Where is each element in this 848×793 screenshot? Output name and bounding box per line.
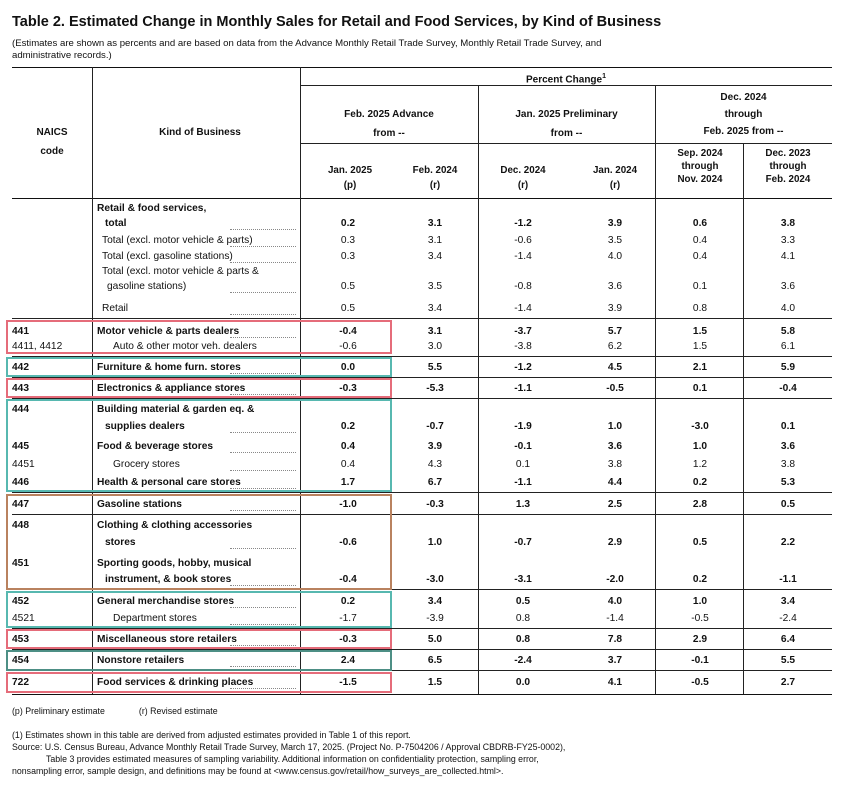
header-col-jan-2024: Jan. 2024 (r) <box>592 165 638 191</box>
kind-of-business: Department stores <box>113 613 197 624</box>
dot-leader <box>230 229 296 230</box>
value-cell: 2.2 <box>780 537 796 548</box>
value-cell: 3.7 <box>607 655 623 666</box>
value-cell: 2.4 <box>340 655 356 666</box>
header-group-dec-2024: Dec. 2024 through Feb. 2025 from -- <box>703 92 784 137</box>
value-cell: 2.8 <box>692 499 708 510</box>
value-cell: 4.0 <box>607 251 623 262</box>
value-cell: -3.8 <box>514 341 532 352</box>
value-cell: -1.4 <box>514 303 532 314</box>
footnote-definitions: nonsampling error, sample design, and definitions may be found at <www.census.gov/retail/how_surveys_are_collected.html>. <box>12 766 504 776</box>
value-cell: -5.3 <box>426 383 444 394</box>
naics-code: 4521 <box>12 613 35 624</box>
value-cell: 4.4 <box>607 477 623 488</box>
value-cell: 3.6 <box>607 441 623 452</box>
kind-of-business: Clothing & clothing accessories <box>97 520 253 531</box>
value-cell: -1.1 <box>779 574 797 585</box>
row-rule <box>12 670 832 671</box>
kind-of-business: Total (excl. gasoline stations) <box>102 251 233 262</box>
value-cell: 0.0 <box>340 362 356 373</box>
row-rule <box>12 589 832 590</box>
value-cell: 3.8 <box>780 459 796 470</box>
value-cell: 5.3 <box>780 477 796 488</box>
kind-of-business: Retail <box>102 303 129 314</box>
group2-divider <box>655 85 656 694</box>
value-cell: -2.4 <box>779 613 797 624</box>
value-cell: -0.5 <box>691 677 709 688</box>
value-cell: 0.5 <box>780 499 796 510</box>
value-cell: -0.4 <box>779 383 797 394</box>
value-cell: 4.5 <box>607 362 623 373</box>
header-col-feb-2024: Feb. 2024 (r) <box>412 165 458 191</box>
value-cell: 3.9 <box>607 218 623 229</box>
kind-of-business-continued: gasoline stations) <box>107 281 187 292</box>
naics-code: 722 <box>12 677 29 688</box>
value-cell: -2.0 <box>606 574 624 585</box>
kind-of-business: Miscellaneous store retailers <box>97 634 237 645</box>
header-group-feb-2025: Feb. 2025 Advance from -- <box>344 109 434 139</box>
value-cell: 3.9 <box>607 303 623 314</box>
value-cell: -1.2 <box>514 218 532 229</box>
value-cell: 5.8 <box>780 326 796 337</box>
value-cell: -0.6 <box>514 235 532 246</box>
value-cell: 0.2 <box>340 421 356 432</box>
value-cell: 3.0 <box>427 341 443 352</box>
value-cell: 1.0 <box>692 441 708 452</box>
value-cell: -0.8 <box>514 281 532 292</box>
footnote-variability: Table 3 provides estimated measures of sampling variability. Additional information on confidentiality protection, sampling error, <box>46 754 539 764</box>
value-cell: 3.8 <box>780 218 796 229</box>
value-cell: 0.2 <box>692 574 708 585</box>
value-cell: 2.5 <box>607 499 623 510</box>
value-cell: -1.7 <box>339 613 357 624</box>
dot-leader <box>230 548 296 549</box>
value-cell: -0.1 <box>691 655 709 666</box>
row-rule <box>12 318 832 319</box>
naics-code: 448 <box>12 520 29 531</box>
value-cell: 3.4 <box>427 303 443 314</box>
kind-of-business-continued: total <box>105 218 127 229</box>
naics-divider <box>92 67 93 694</box>
dot-leader <box>230 292 296 293</box>
value-cell: -1.1 <box>514 477 532 488</box>
value-cell: 6.2 <box>607 341 623 352</box>
value-cell: 3.1 <box>427 235 443 246</box>
value-cell: 0.3 <box>340 251 356 262</box>
value-cell: 4.1 <box>780 251 796 262</box>
kind-of-business: Total (excl. motor vehicle & parts) <box>102 235 253 246</box>
value-cell: -0.3 <box>339 383 357 394</box>
value-cell: -3.7 <box>514 326 532 337</box>
value-cell: 3.8 <box>607 459 623 470</box>
value-cell: 0.8 <box>515 613 531 624</box>
dot-leader <box>230 262 296 263</box>
dot-leader <box>230 624 296 625</box>
header-naics: NAICS code <box>36 127 68 157</box>
row-rule <box>12 514 832 515</box>
naics-code: 442 <box>12 362 29 373</box>
value-cell: 1.5 <box>692 326 708 337</box>
value-cell: 0.3 <box>340 235 356 246</box>
value-cell: 3.1 <box>427 326 443 337</box>
value-cell: -3.9 <box>426 613 444 624</box>
dot-leader <box>230 394 296 395</box>
value-cell: 6.7 <box>427 477 443 488</box>
naics-code: 451 <box>12 558 29 569</box>
value-cell: 5.5 <box>780 655 796 666</box>
naics-code: 447 <box>12 499 29 510</box>
value-cell: -1.4 <box>514 251 532 262</box>
value-cell: -0.6 <box>339 537 357 548</box>
header-group-jan-2025: Jan. 2025 Preliminary from -- <box>515 109 618 139</box>
table-bottom-rule <box>12 694 832 695</box>
header-top-rule <box>12 67 832 68</box>
value-cell: 6.5 <box>427 655 443 666</box>
legend-notes: (p) Preliminary estimate (r) Revised estimate <box>12 706 218 716</box>
value-cell: 1.5 <box>692 341 708 352</box>
dot-leader <box>230 585 296 586</box>
value-cell: 3.4 <box>427 596 443 607</box>
kind-of-business: Health & personal care stores <box>97 477 241 488</box>
kind-of-business-continued: stores <box>105 537 136 548</box>
row-rule <box>12 356 832 357</box>
value-cell: 2.1 <box>692 362 708 373</box>
value-cell: -0.1 <box>514 441 532 452</box>
naics-code: 445 <box>12 441 29 452</box>
kind-of-business: Sporting goods, hobby, musical <box>97 558 252 569</box>
row-rule <box>12 492 832 493</box>
value-cell: 1.3 <box>515 499 531 510</box>
value-cell: 3.5 <box>607 235 623 246</box>
value-cell: -1.9 <box>514 421 532 432</box>
naics-code: 454 <box>12 655 29 666</box>
value-cell: 0.5 <box>340 303 356 314</box>
value-cell: 0.4 <box>692 251 708 262</box>
value-cell: 3.5 <box>427 281 443 292</box>
value-cell: 0.1 <box>515 459 531 470</box>
value-cell: -1.4 <box>606 613 624 624</box>
value-cell: -1.0 <box>339 499 357 510</box>
value-cell: 7.8 <box>607 634 623 645</box>
value-cell: 5.0 <box>427 634 443 645</box>
value-cell: 0.2 <box>692 477 708 488</box>
header-bottom-rule <box>12 198 832 199</box>
value-cell: 1.2 <box>692 459 708 470</box>
kind-of-business: Building material & garden eq. & <box>97 404 255 415</box>
naics-code: 4451 <box>12 459 35 470</box>
value-cell: 0.4 <box>340 459 356 470</box>
value-cell: -3.1 <box>514 574 532 585</box>
value-cell: 4.1 <box>607 677 623 688</box>
kind-of-business: Gasoline stations <box>97 499 182 510</box>
kind-of-business: Retail & food services, <box>97 203 207 214</box>
value-cell: -1.5 <box>339 677 357 688</box>
dot-leader <box>230 688 296 689</box>
value-cell: -0.7 <box>514 537 532 548</box>
footnote-1: (1) Estimates shown in this table are derived from adjusted estimates provided in Table 1 of this report. <box>12 730 411 740</box>
value-cell: 2.9 <box>692 634 708 645</box>
value-cell: 3.4 <box>427 251 443 262</box>
header-col-dec-2023-feb-2024: Dec. 2023 through Feb. 2024 <box>765 148 811 185</box>
dot-leader <box>230 645 296 646</box>
kind-of-business: Electronics & appliance stores <box>97 383 246 394</box>
value-cell: 4.0 <box>607 596 623 607</box>
naics-code: 446 <box>12 477 29 488</box>
naics-code: 453 <box>12 634 29 645</box>
value-cell: 0.5 <box>515 596 531 607</box>
value-cell: 0.1 <box>692 383 708 394</box>
value-cell: 0.8 <box>515 634 531 645</box>
header-col-sep-nov-2024: Sep. 2024 through Nov. 2024 <box>677 148 723 185</box>
row-rule <box>12 649 832 650</box>
footnote-source: Source: U.S. Census Bureau, Advance Monthly Retail Trade Survey, March 17, 2025. (Project No. P-7504206 / Approval CBDRB-FY25-0002), <box>12 742 566 752</box>
naics-code: 4411, 4412 <box>12 341 63 352</box>
header-percent-change: Percent Change$^1$ <box>525 73 607 86</box>
value-cell: -3.0 <box>426 574 444 585</box>
value-cell: 0.1 <box>780 421 796 432</box>
kind-of-business: Motor vehicle & parts dealers <box>97 326 240 337</box>
value-cell: 0.8 <box>692 303 708 314</box>
value-cell: 4.0 <box>780 303 796 314</box>
value-cell: 3.4 <box>780 596 796 607</box>
value-cell: -2.4 <box>514 655 532 666</box>
kind-of-business: General merchandise stores <box>97 596 235 607</box>
value-cell: 3.3 <box>780 235 796 246</box>
value-cell: 6.4 <box>780 634 796 645</box>
value-cell: 0.0 <box>515 677 531 688</box>
table-title: Table 2. Estimated Change in Monthly Sales for Retail and Food Services, by Kind of Business <box>12 14 662 30</box>
kind-of-business: Food & beverage stores <box>97 441 214 452</box>
value-cell: 0.5 <box>340 281 356 292</box>
dot-leader <box>230 488 296 489</box>
value-cell: 1.7 <box>340 477 356 488</box>
value-cell: -0.3 <box>426 499 444 510</box>
value-cell: -0.3 <box>339 634 357 645</box>
dot-leader <box>230 452 296 453</box>
value-cell: 6.1 <box>780 341 796 352</box>
dot-leader <box>230 337 296 338</box>
value-cell: 3.9 <box>427 441 443 452</box>
value-cell: -0.5 <box>691 613 709 624</box>
row-rule <box>12 377 832 378</box>
value-cell: 3.6 <box>780 281 796 292</box>
value-cell: 1.5 <box>427 677 443 688</box>
value-cell: 0.4 <box>340 441 356 452</box>
dot-leader <box>230 666 296 667</box>
value-cell: 5.9 <box>780 362 796 373</box>
value-cell: 5.7 <box>607 326 623 337</box>
dot-leader <box>230 314 296 315</box>
dot-leader <box>230 470 296 471</box>
naics-code: 452 <box>12 596 29 607</box>
value-cell: -0.5 <box>606 383 624 394</box>
value-cell: -1.1 <box>514 383 532 394</box>
header-col-jan-2025: Jan. 2025 (p) <box>327 165 373 191</box>
value-cell: 0.2 <box>340 218 356 229</box>
value-cell: 0.4 <box>692 235 708 246</box>
value-cell: -3.0 <box>691 421 709 432</box>
group3-inner-divider <box>743 143 744 694</box>
dot-leader <box>230 246 296 247</box>
naics-code: 441 <box>12 326 29 337</box>
value-cell: 0.5 <box>692 537 708 548</box>
dot-leader <box>230 607 296 608</box>
value-cell: -1.2 <box>514 362 532 373</box>
header-col-dec-2024: Dec. 2024 (r) <box>500 165 546 191</box>
value-cell: 2.9 <box>607 537 623 548</box>
value-cell: 1.0 <box>692 596 708 607</box>
kind-of-business: Nonstore retailers <box>97 655 185 666</box>
table-subtitle: (Estimates are shown as percents and are based on data from the Advance Monthly Retail Trade Survey, Monthly Retail Trade Survey, and administrative records.) <box>12 38 602 61</box>
value-cell: 4.3 <box>427 459 443 470</box>
dot-leader <box>230 432 296 433</box>
value-cell: -0.4 <box>339 574 357 585</box>
kind-of-business: Food services & drinking places <box>97 677 254 688</box>
dot-leader <box>230 352 296 353</box>
naics-code: 444 <box>12 404 29 415</box>
value-cell: -0.4 <box>339 326 357 337</box>
value-cell: 0.6 <box>692 218 708 229</box>
value-cell: 0.1 <box>692 281 708 292</box>
value-cell: -0.7 <box>426 421 444 432</box>
group-rule <box>300 143 832 144</box>
header-kind-of-business: Kind of Business <box>159 127 241 138</box>
value-cell: 1.0 <box>607 421 623 432</box>
row-rule <box>12 398 832 399</box>
dot-leader <box>230 373 296 374</box>
value-cell: 3.6 <box>780 441 796 452</box>
value-cell: 5.5 <box>427 362 443 373</box>
value-cell: 3.1 <box>427 218 443 229</box>
value-cell: -0.6 <box>339 341 357 352</box>
kind-of-business: Total (excl. motor vehicle & parts & <box>102 266 259 277</box>
value-cell: 1.0 <box>427 537 443 548</box>
naics-code: 443 <box>12 383 29 394</box>
kind-of-business: Auto & other motor veh. dealers <box>113 341 257 352</box>
dot-leader <box>230 510 296 511</box>
kind-of-business-continued: instrument, & book stores <box>105 574 232 585</box>
kind-of-business: Grocery stores <box>113 459 180 470</box>
value-cell: 2.7 <box>780 677 796 688</box>
kind-of-business-continued: supplies dealers <box>105 421 185 432</box>
value-cell: 0.2 <box>340 596 356 607</box>
row-rule <box>12 628 832 629</box>
value-cell: 3.6 <box>607 281 623 292</box>
kind-divider <box>300 67 301 694</box>
kind-of-business: Furniture & home furn. stores <box>97 362 241 373</box>
group1-divider <box>478 85 479 694</box>
